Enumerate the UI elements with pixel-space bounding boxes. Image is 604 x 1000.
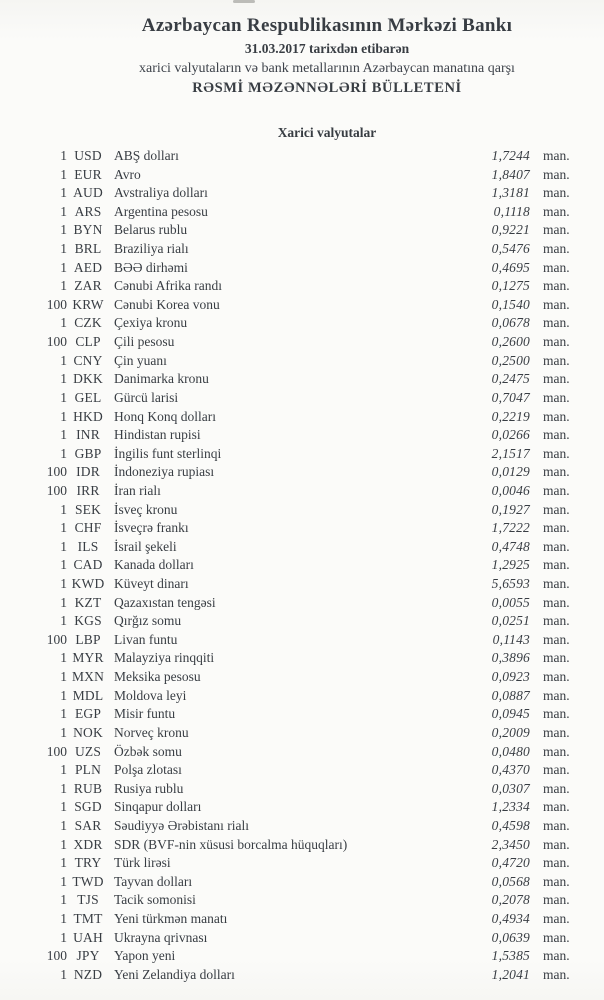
row-code: TRY: [74, 855, 102, 871]
table-row: [0, 408, 604, 427]
bank-title: Azərbaycan Respublikasının Mərkəzi Bankı: [141, 15, 513, 36]
row-rate: 1,2041: [491, 966, 530, 982]
row-qty: 1: [60, 427, 67, 443]
table-row: [0, 631, 604, 650]
table-row: [0, 724, 604, 743]
row-qty: 1: [60, 501, 67, 517]
row-code: EUR: [74, 166, 102, 182]
row-qty: 1: [60, 241, 67, 257]
row-rate: 0,1275: [491, 278, 530, 294]
row-code: NZD: [73, 966, 103, 982]
row-rate: 0,0945: [491, 706, 530, 722]
row-qty: 1: [60, 148, 67, 163]
table-row: [0, 259, 604, 278]
row-rate: 5,6593: [491, 576, 530, 592]
row-name: BƏƏ dirhəmi: [114, 259, 188, 275]
row-qty: 1: [60, 892, 67, 908]
table-row: [0, 836, 604, 855]
row-rate: 2,1517: [491, 445, 530, 461]
row-name: Belarus rublu: [114, 222, 188, 238]
row-name: Rusiya rublu: [114, 780, 184, 796]
row-qty: 1: [60, 873, 67, 889]
row-unit: man.: [543, 296, 570, 312]
row-name: Çexiya kronu: [114, 315, 188, 331]
row-name: İran rialı: [114, 482, 161, 498]
row-name: SDR (BVF-nin xüsusi borcalma hüquqları): [114, 836, 348, 852]
table-row: [0, 445, 604, 464]
row-rate: 0,9221: [491, 222, 530, 238]
row-rate: 0,4598: [491, 817, 530, 833]
table-row: [0, 687, 604, 706]
row-rate: 0,4720: [491, 855, 530, 871]
row-unit: man.: [543, 873, 570, 889]
row-code: JPY: [76, 948, 100, 964]
row-qty: 1: [60, 780, 67, 796]
table-row: [0, 612, 604, 631]
row-code: CLP: [75, 334, 101, 350]
row-code: GEL: [74, 389, 102, 405]
row-unit: man.: [543, 594, 570, 610]
row-unit: man.: [543, 352, 570, 368]
row-name: Cənubi Afrika randı: [114, 278, 222, 294]
row-rate: 0,2475: [491, 371, 530, 387]
row-name: Türk lirəsi: [114, 855, 171, 871]
row-rate: 0,5476: [491, 241, 530, 257]
row-qty: 1: [60, 817, 67, 833]
row-qty: 1: [60, 910, 67, 926]
row-qty: 1: [60, 389, 67, 405]
table-row: [0, 482, 604, 501]
row-name: Ukrayna qrivnası: [114, 929, 208, 945]
row-code: SGD: [74, 799, 102, 815]
row-name: Kanada dolları: [114, 557, 194, 573]
row-unit: man.: [543, 762, 570, 778]
row-name: Yeni türkmən manatı: [114, 910, 228, 926]
table-row: [0, 556, 604, 575]
table-row: [0, 743, 604, 762]
row-unit: man.: [543, 241, 570, 257]
row-rate: 1,2925: [491, 557, 530, 573]
row-name: Norveç kronu: [114, 724, 189, 740]
row-qty: 1: [60, 855, 67, 871]
row-rate: 0,7047: [491, 389, 530, 405]
row-code: GBP: [74, 445, 102, 461]
row-rate: 0,0266: [491, 427, 530, 443]
row-code: ZAR: [74, 278, 102, 294]
row-name: Malayziya rinqqiti: [114, 650, 215, 666]
row-unit: man.: [543, 892, 570, 908]
row-unit: man.: [543, 259, 570, 275]
row-qty: 1: [60, 445, 67, 461]
row-code: TMT: [73, 910, 103, 926]
row-unit: man.: [543, 389, 570, 405]
row-code: XDR: [73, 836, 103, 852]
document-header: [50, 0, 604, 98]
row-rate: 0,4695: [491, 259, 530, 275]
table-row: [0, 203, 604, 222]
row-rate: 0,4370: [491, 762, 530, 778]
row-code: CAD: [73, 557, 103, 573]
row-code: IDR: [76, 464, 100, 480]
row-code: ILS: [77, 538, 99, 554]
table-row: [0, 501, 604, 520]
row-name: Danimarka kronu: [114, 371, 209, 387]
row-code: USD: [74, 148, 102, 163]
row-qty: 1: [60, 222, 67, 238]
row-unit: man.: [543, 278, 570, 294]
row-name: Gürcü larisi: [114, 389, 179, 405]
row-name: Polşa zlotası: [114, 762, 182, 778]
row-name: Küveyt dinarı: [114, 576, 189, 592]
row-code: CHF: [74, 520, 102, 536]
row-unit: man.: [543, 222, 570, 238]
row-unit: man.: [543, 669, 570, 685]
table-row: [0, 370, 604, 389]
row-name: Misir funtu: [114, 706, 176, 722]
bulletin-title: RƏSMİ MƏZƏNNƏLƏRİ BÜLLETENİ: [192, 80, 462, 96]
row-name: Sinqapur dolları: [114, 799, 202, 815]
row-name: Səudiyyə Ərəbistanı rialı: [114, 817, 249, 833]
row-code: KRW: [72, 296, 104, 312]
row-unit: man.: [543, 408, 570, 424]
row-rate: 0,0129: [491, 464, 530, 480]
row-rate: 0,0887: [491, 687, 530, 703]
row-rate: 1,2334: [491, 799, 530, 815]
row-name: İsveç kronu: [114, 501, 178, 517]
row-qty: 1: [60, 724, 67, 740]
row-unit: man.: [543, 557, 570, 573]
row-code: UZS: [74, 743, 102, 759]
row-rate: 0,4934: [491, 910, 530, 926]
row-unit: man.: [543, 687, 570, 703]
table-row: [0, 463, 604, 482]
row-qty: 1: [60, 185, 67, 201]
row-qty: 100: [46, 948, 67, 964]
row-rate: 0,2009: [491, 724, 530, 740]
row-qty: 1: [60, 576, 67, 592]
row-code: IRR: [76, 482, 100, 498]
row-rate: 1,3181: [491, 185, 530, 201]
row-name: Avstraliya dolları: [114, 185, 208, 201]
row-rate: 0,2600: [491, 334, 530, 350]
row-name: İsrail şekeli: [114, 538, 177, 554]
row-rate: 0,2219: [491, 408, 530, 424]
row-code: PLN: [74, 762, 102, 778]
row-unit: man.: [543, 743, 570, 759]
row-name: Moldova leyi: [114, 687, 187, 703]
row-unit: man.: [543, 501, 570, 517]
row-rate: 0,0480: [491, 743, 530, 759]
row-unit: man.: [543, 520, 570, 536]
row-unit: man.: [543, 445, 570, 461]
row-qty: 1: [60, 166, 67, 182]
row-rate: 1,7222: [491, 520, 530, 536]
row-code: NOK: [73, 724, 103, 740]
row-rate: 1,5385: [491, 948, 530, 964]
document-subtitle: xarici valyutaların və bank metallarının Azərbaycan manatına qarşı: [139, 61, 515, 76]
row-qty: 1: [60, 669, 67, 685]
row-rate: 1,7244: [491, 148, 530, 163]
row-qty: 1: [60, 520, 67, 536]
row-qty: 1: [60, 799, 67, 815]
row-qty: 1: [60, 594, 67, 610]
row-unit: man.: [543, 203, 570, 219]
table-row: [0, 705, 604, 724]
row-name: Avro: [114, 166, 141, 182]
table-row: [0, 221, 604, 240]
table-row: [0, 947, 604, 966]
row-code: MDL: [72, 687, 104, 703]
row-code: KWD: [71, 576, 105, 592]
row-qty: 1: [60, 538, 67, 554]
row-rate: 0,0055: [491, 594, 530, 610]
row-qty: 1: [60, 408, 67, 424]
row-rate: 0,2078: [491, 892, 530, 908]
table-row: [0, 873, 604, 892]
table-row: [0, 538, 604, 557]
row-unit: man.: [543, 817, 570, 833]
table-row: [0, 891, 604, 910]
row-qty: 100: [46, 296, 67, 312]
row-unit: man.: [543, 799, 570, 815]
row-rate: 0,0307: [491, 780, 530, 796]
row-unit: man.: [543, 482, 570, 498]
row-code: SEK: [74, 501, 102, 517]
row-code: AED: [73, 259, 103, 275]
row-rate: 0,1540: [491, 296, 530, 312]
row-qty: 1: [60, 966, 67, 982]
row-unit: man.: [543, 613, 570, 629]
scan-artifact: [233, 0, 255, 3]
table-row: [0, 798, 604, 817]
row-qty: 1: [60, 687, 67, 703]
row-name: İsveçrə frankı: [114, 520, 189, 536]
row-code: HKD: [73, 408, 103, 424]
table-row: [0, 817, 604, 836]
table-row: [0, 780, 604, 799]
row-rate: 0,1927: [491, 501, 530, 517]
row-unit: man.: [543, 185, 570, 201]
row-code: CZK: [74, 315, 102, 331]
table-row: [0, 147, 604, 166]
table-row: [0, 277, 604, 296]
row-rate: 0,0046: [491, 482, 530, 498]
row-unit: man.: [543, 166, 570, 182]
row-code: AUD: [73, 185, 103, 201]
row-code: BYN: [73, 222, 103, 238]
row-name: Tacik somonisi: [114, 892, 196, 908]
table-row: [0, 333, 604, 352]
row-name: Braziliya rialı: [114, 241, 189, 257]
row-unit: man.: [543, 148, 570, 163]
table-row: [0, 761, 604, 780]
row-name: Tayvan dolları: [114, 873, 193, 889]
row-code: INR: [76, 427, 100, 443]
row-rate: 0,1118: [493, 203, 530, 219]
row-qty: 1: [60, 278, 67, 294]
row-code: UAH: [73, 929, 103, 945]
table-row: [0, 184, 604, 203]
row-qty: 1: [60, 352, 67, 368]
table-row: [0, 668, 604, 687]
row-qty: 1: [60, 706, 67, 722]
table-row: [0, 352, 604, 371]
row-qty: 1: [60, 836, 67, 852]
row-name: Livan funtu: [114, 631, 178, 647]
row-qty: 1: [60, 929, 67, 945]
row-name: Çili pesosu: [114, 334, 175, 350]
row-name: Hindistan rupisi: [114, 427, 201, 443]
row-unit: man.: [543, 427, 570, 443]
row-unit: man.: [543, 371, 570, 387]
row-unit: man.: [543, 929, 570, 945]
row-qty: 100: [46, 464, 67, 480]
row-code: TWD: [72, 873, 104, 889]
row-qty: 1: [60, 613, 67, 629]
row-code: TJS: [77, 892, 99, 908]
row-rate: 0,0678: [491, 315, 530, 331]
row-code: KGS: [74, 613, 102, 629]
row-code: ARS: [74, 203, 102, 219]
table-row: [0, 389, 604, 408]
row-qty: 1: [60, 203, 67, 219]
row-name: Çin yuanı: [114, 352, 167, 368]
row-name: Cənubi Korea vonu: [114, 296, 220, 312]
row-unit: man.: [543, 576, 570, 592]
row-rate: 0,0568: [491, 873, 530, 889]
row-code: MXN: [71, 669, 105, 685]
row-name: Yeni Zelandiya dolları: [114, 966, 235, 982]
row-unit: man.: [543, 966, 570, 982]
row-rate: 0,4748: [491, 538, 530, 554]
row-unit: man.: [543, 724, 570, 740]
table-row: [0, 966, 604, 985]
table-row: [0, 166, 604, 185]
row-qty: 100: [46, 743, 67, 759]
row-unit: man.: [543, 464, 570, 480]
row-code: MYR: [72, 650, 104, 666]
row-name: Qazaxıstan tengəsi: [114, 594, 216, 610]
row-qty: 100: [46, 482, 67, 498]
row-qty: 1: [60, 762, 67, 778]
table-row: [0, 296, 604, 315]
row-unit: man.: [543, 948, 570, 964]
row-code: KZT: [74, 594, 102, 610]
row-code: BRL: [74, 241, 102, 257]
rates-table: [0, 147, 604, 984]
row-unit: man.: [543, 631, 570, 647]
table-row: [0, 575, 604, 594]
row-name: Honq Konq dolları: [114, 408, 216, 424]
row-qty: 1: [60, 371, 67, 387]
table-row: [0, 594, 604, 613]
row-qty: 100: [46, 631, 67, 647]
row-code: EGP: [74, 706, 102, 722]
row-unit: man.: [543, 855, 570, 871]
row-code: SAR: [74, 817, 102, 833]
row-code: DKK: [73, 371, 103, 387]
row-rate: 0,0639: [491, 929, 530, 945]
row-name: Meksika pesosu: [114, 669, 201, 685]
row-code: LBP: [75, 631, 101, 647]
row-name: İngilis funt sterlinqi: [114, 445, 222, 461]
row-qty: 1: [60, 557, 67, 573]
row-rate: 1,8407: [491, 166, 530, 182]
row-unit: man.: [543, 836, 570, 852]
row-name: ABŞ dolları: [114, 148, 179, 163]
row-rate: 0,1143: [492, 631, 530, 647]
row-code: CNY: [73, 352, 103, 368]
row-code: RUB: [73, 780, 103, 796]
row-unit: man.: [543, 650, 570, 666]
row-rate: 0,0251: [491, 613, 530, 629]
table-row: [0, 519, 604, 538]
section-title-foreign-currencies: Xarici valyutalar: [277, 125, 377, 140]
table-row: [0, 314, 604, 333]
row-qty: 1: [60, 259, 67, 275]
row-name: Qırğız somu: [114, 613, 182, 629]
row-unit: man.: [543, 706, 570, 722]
row-qty: 1: [60, 315, 67, 331]
row-unit: man.: [543, 538, 570, 554]
effective-date: 31.03.2017 tarixdən etibarən: [244, 41, 410, 56]
table-row: [0, 854, 604, 873]
row-qty: 1: [60, 650, 67, 666]
row-unit: man.: [543, 334, 570, 350]
table-row: [0, 426, 604, 445]
row-name: Yapon yeni: [114, 948, 176, 964]
row-unit: man.: [543, 910, 570, 926]
row-rate: 0,2500: [491, 352, 530, 368]
row-name: Özbək somu: [114, 743, 182, 759]
row-rate: 2,3450: [491, 836, 530, 852]
table-row: [0, 929, 604, 948]
row-rate: 0,3896: [491, 650, 530, 666]
row-rate: 0,0923: [491, 669, 530, 685]
row-name: İndoneziya rupiası: [114, 464, 215, 480]
row-name: Argentina pesosu: [114, 203, 208, 219]
row-unit: man.: [543, 315, 570, 331]
table-row: [0, 910, 604, 929]
table-row: [0, 649, 604, 668]
row-qty: 100: [46, 334, 67, 350]
table-row: [0, 240, 604, 259]
row-unit: man.: [543, 780, 570, 796]
